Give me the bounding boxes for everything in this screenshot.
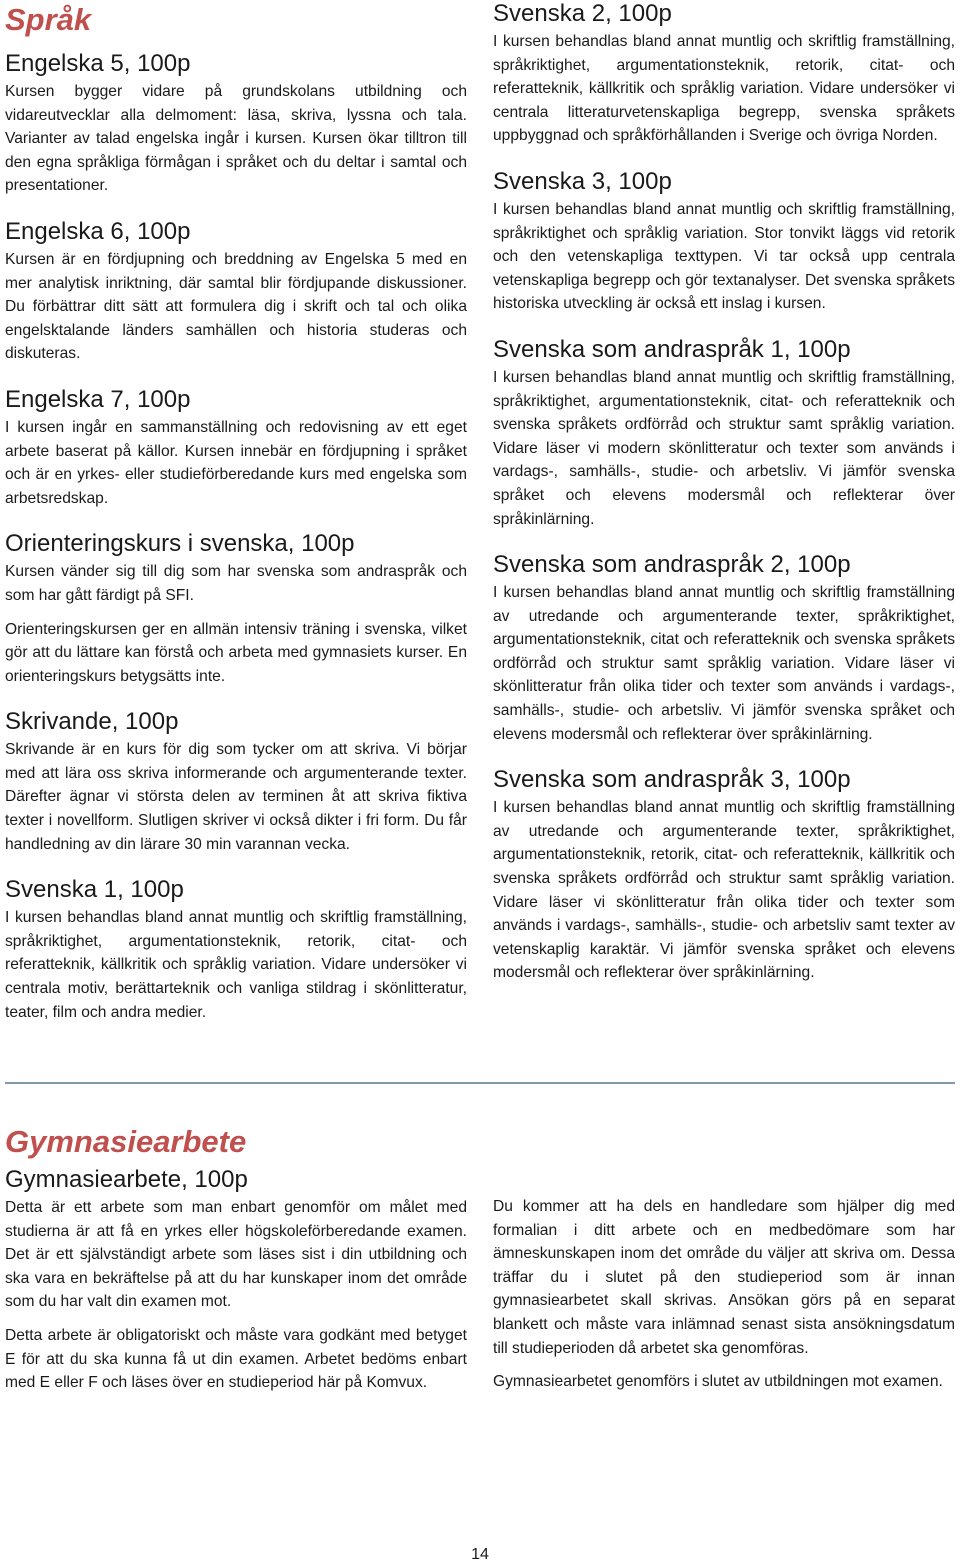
- gymnasiearbete-left-column: [5, 1166, 467, 1395]
- course-block: [493, 551, 955, 746]
- course-heading: Engelska 7, 100p: [5, 385, 191, 413]
- course-heading: Orienteringskurs i svenska, 100p: [5, 530, 355, 558]
- sprak-right-column: [493, 0, 955, 1005]
- course-block: [5, 708, 467, 856]
- course-block: [493, 168, 955, 316]
- course-block: [5, 218, 467, 366]
- course-description: Kursen är en fördjupning och breddning av Engelska 5 med en mer analytisk inriktning, där samtal blir fördjupande diskussioner. Du förbättrar ditt sätt att formulera dig i skrift och tal och olika engelsktalande länders samhällen och historia studeras och diskuteras.: [5, 250, 467, 363]
- course-description: Skrivande är en kurs för dig som tycker om att skriva. Vi börjar med att lära oss skriva informerande och argumenterande texter. Därefter ägnar vi största delen av terminen åt att skriva fiktiva texter i novellform. Slutligen skriver vi också dikter i fri form. Du får handledning av din lärare 30 min varannan vecka.: [5, 741, 467, 853]
- course-description: I kursen behandlas bland annat muntlig och skriftlig framställning, språkriktighet, argumentationsteknik, retorik, citat- och referatteknik, källkritik och språklig variation. Vidare undersöker vi centrala litteraturvetenskapliga begrepp, svenska språkets uppbyggnad och språkförhållanden i Sverige och övriga Norden.: [493, 33, 955, 145]
- course-heading: Engelska 5, 100p: [5, 50, 191, 77]
- course-description: Kursen vänder sig till dig som har svenska som andraspråk och som har gått färdigt på SFI.: [5, 563, 467, 604]
- course-block: [5, 876, 467, 1024]
- course-description: Orienteringskursen ger en allmän intensiv träning i svenska, vilket gör att du lättare kan förstå och arbeta med gymnasiets kurser. En orienteringskurs betygsätts inte.: [5, 620, 467, 685]
- section-title-sprak: Språk: [5, 2, 92, 37]
- course-heading: Svenska som andraspråk 1, 100p: [493, 335, 851, 363]
- course-description: I kursen behandlas bland annat muntlig och skriftlig framställning, språkriktighet, argumentationsteknik, citat- och referatteknik och svenska språkets ordförråd och struktur samt språklig variation. Vidare läser vi modern skönlitteratur och texter som används i vardags-, samhälls-, studie- och arbetsliv. Vi jämför svenska språket och elevens modersmål och reflekterar över språkinlärning.: [493, 368, 955, 528]
- sprak-left-column: [5, 50, 467, 1044]
- course-heading: Svenska 3, 100p: [493, 167, 672, 195]
- section-title-gymnasiearbete: Gymnasiearbete: [5, 1124, 247, 1159]
- page-number: 14: [471, 1546, 489, 1563]
- course-heading: Svenska 2, 100p: [493, 0, 672, 27]
- course-heading: Skrivande, 100p: [5, 708, 179, 736]
- course-description: I kursen behandlas bland annat muntlig och skriftlig framställning, språkriktighet, argumentationsteknik, retorik, citat- och referatteknik, källkritik och språklig variation. Vidare undersöker vi centrala motiv, berättarteknik och vanliga stildrag i skönlitteratur, teater, film och andra medier.: [5, 909, 467, 1021]
- course-description: I kursen behandlas bland annat muntlig och skriftlig framställning av utredande och argumenterande texter, språkriktighet, argumentationsteknik, retorik, citat- och referatteknik, källkritik och svenska språkets ordförråd och struktur samt språklig variation. Vidare läser vi skönlitteratur från olika tider och texter som används i vardags-, samhälls-, studie- och arbetsliv samt texter av vetenskaplig karaktär. Vi jämför svenska språket och elevens modersmål och reflekterar över språkinlärning.: [493, 799, 955, 982]
- paragraph: Gymnasiearbetet genomförs i slutet av utbildningen mot examen.: [493, 1373, 943, 1391]
- paragraph: Detta är ett arbete som man enbart genomför om målet med studierna är att få en yrkes eller högskoleförberedande examen. Det är ett självständigt arbete som läses sist i din utbildning och ska vara en bekräftelse på att du har kunskaper inom det område som du har valt din examen mot.: [5, 1199, 467, 1311]
- course-description: Kursen bygger vidare på grundskolans utbildning och vidareutvecklar alla delmoment: läsa, skriva, lyssna och tala. Varianter av talad engelska ingår i kursen. Kursen ökar tilltron till den egna språkliga förmågan i språket och du deltar i samtal och presentationer.: [5, 83, 467, 195]
- paragraph: Du kommer att ha dels en handledare som hjälper dig med formalian i ditt arbete och en medbedömare som har ämneskunskapen inom det område du väljer att skriva om. Dessa träffar du i slutet på den studieperiod som är innan gymnasiearbetet skall skrivas. Ansökan görs på en separat blankett och måste vara inlämnad senast sista ansökningsdatum till studieperioden då arbetet ska genomföras.: [493, 1198, 955, 1357]
- course-heading: Svenska 1, 100p: [5, 876, 184, 904]
- course-block: [5, 386, 467, 510]
- course-block: [493, 0, 955, 148]
- course-description: I kursen behandlas bland annat muntlig och skriftlig framställning av utredande och argumenterande texter, språkriktighet, argumentationsteknik, citat och referatteknik och svenska språkets ordförråd och struktur samt språklig variation. Vidare läser vi skönlitteratur från olika tider och texter som används i vardags-, samhälls-, studie- och arbetsliv. Vi jämför svenska språket och elevens modersmål och reflekterar över språkinlärning.: [493, 584, 955, 743]
- course-heading: Gymnasiearbete, 100p: [5, 1166, 248, 1193]
- course-heading: Engelska 6, 100p: [5, 217, 191, 245]
- course-block: [5, 530, 467, 688]
- course-block: [493, 766, 955, 985]
- course-description: I kursen behandlas bland annat muntlig och skriftlig framställning, språkriktighet och språklig variation. Stor tonvikt läggs vid retorik och den vetenskapliga texttypen. Vi tar också upp centrala vetenskapliga begrepp och gör textanalyser. Det svenska språkets historiska utveckling är också ett inslag i kursen.: [493, 200, 955, 313]
- section-divider: [5, 1082, 955, 1084]
- course-heading: Svenska som andraspråk 2, 100p: [493, 551, 851, 579]
- course-description: I kursen ingår en sammanställning och redovisning av ett eget arbete baserat på källor. Kursen innebär en fördjupning i språket och är en yrkes- eller studieförberedande kurs med engelska som arbetsredskap.: [5, 418, 467, 507]
- paragraph: Detta arbete är obligatoriskt och måste vara godkänt med betyget E för att du ska kunna få ut din examen. Arbetet bedöms enbart med E eller F och läses över en studieperiod här på Komvux.: [5, 1326, 467, 1392]
- gymnasiearbete-right-column: [493, 1195, 955, 1394]
- course-block: [493, 336, 955, 531]
- course-heading: Svenska som andraspråk 3, 100p: [493, 766, 851, 794]
- course-block: [5, 50, 467, 198]
